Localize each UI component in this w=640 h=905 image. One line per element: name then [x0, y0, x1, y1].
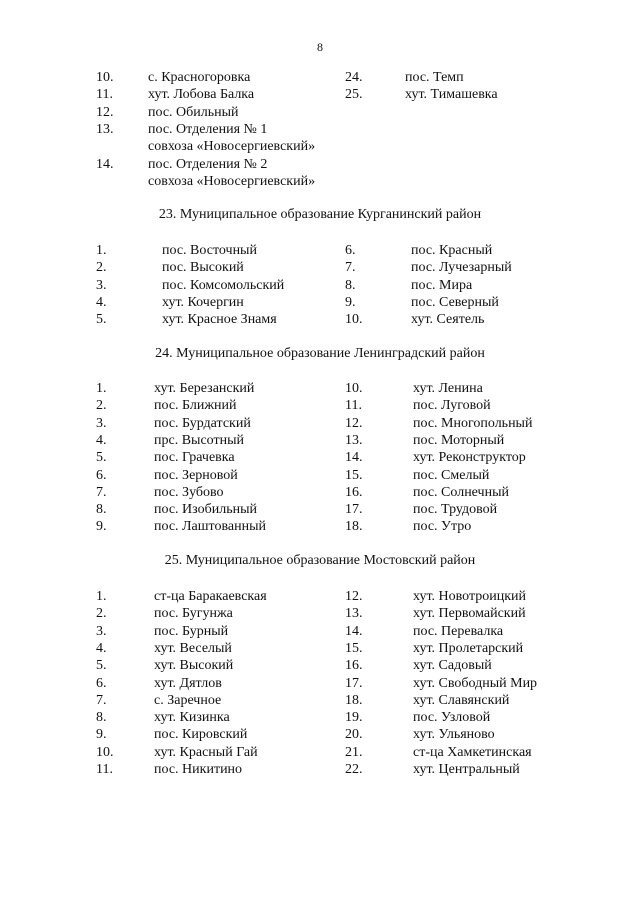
settlement-name: хут. Тимашевка: [405, 87, 498, 103]
item-number: 8.: [96, 502, 107, 518]
page-number: 8: [317, 40, 323, 54]
item-number: 22.: [345, 762, 363, 777]
settlement-name: пос. Изобильный: [154, 502, 257, 518]
item-number: 6.: [96, 467, 107, 483]
item-number: 18.: [345, 692, 363, 708]
settlement-name: с. Заречное: [154, 692, 222, 708]
item-number: 14.: [345, 450, 363, 466]
item-number: 19.: [345, 710, 363, 726]
item-number: 9.: [96, 519, 107, 535]
settlement-name: пос. Многопольный: [413, 415, 533, 431]
item-number: 3.: [96, 623, 107, 639]
settlement-name: хут. Садовый: [413, 658, 492, 674]
settlement-name: хут. Лобова Балка: [148, 87, 255, 103]
item-number: 7.: [96, 692, 107, 708]
settlement-name: хут. Дятлов: [154, 675, 222, 691]
item-number: 20.: [345, 727, 363, 743]
item-number: 9.: [96, 727, 107, 743]
settlement-name-continued: совхоза «Новосергиевский»: [148, 173, 316, 189]
item-number: 3.: [96, 415, 107, 431]
item-number: 15.: [345, 467, 363, 483]
item-number: 2.: [96, 398, 107, 414]
item-number: 18.: [345, 519, 363, 535]
settlement-name: хут. Веселый: [154, 640, 232, 656]
settlement-name: пос. Зубово: [154, 484, 224, 500]
item-number: 4.: [96, 640, 107, 656]
section-heading: 23. Муниципальное образование Курганинский район: [158, 207, 482, 222]
settlement-name: пос. Смелый: [413, 467, 490, 483]
item-number: 1.: [96, 589, 107, 604]
item-number: 25.: [345, 87, 363, 103]
settlement-name: пос. Отделения № 2: [148, 156, 268, 172]
item-number: 1.: [96, 381, 107, 396]
settlement-name: пос. Обильный: [148, 104, 239, 120]
settlement-name: хут. Сеятель: [411, 312, 485, 328]
settlement-name: пос. Моторный: [413, 432, 505, 448]
item-number: 10.: [345, 381, 363, 396]
settlement-name: пос. Узловой: [413, 710, 491, 726]
settlement-name: хут. Новотроицкий: [413, 589, 527, 604]
item-number: 24.: [345, 70, 363, 85]
settlement-name: хут. Высокий: [154, 658, 234, 674]
item-number: 10.: [96, 70, 114, 85]
item-number: 7.: [96, 484, 107, 500]
item-number: 5.: [96, 312, 107, 328]
item-number: 11.: [96, 762, 113, 777]
item-number: 10.: [345, 312, 363, 328]
item-number: 13.: [96, 121, 114, 137]
item-number: 10.: [96, 744, 114, 760]
settlement-name: ст-ца Баракаевская: [154, 589, 267, 604]
settlement-name: пос. Мира: [411, 277, 473, 293]
settlement-name: пос. Темп: [405, 70, 464, 85]
item-number: 17.: [345, 502, 363, 518]
settlement-name: хут. Красный Гай: [154, 744, 258, 760]
settlement-name: хут. Центральный: [413, 762, 520, 777]
item-number: 12.: [96, 104, 114, 120]
settlement-name: пос. Северный: [411, 294, 499, 310]
settlement-name: хут. Красное Знамя: [162, 312, 277, 328]
item-number: 16.: [345, 484, 363, 500]
item-number: 15.: [345, 640, 363, 656]
settlement-name: пос. Утро: [413, 519, 472, 535]
settlement-name: пос. Луговой: [413, 398, 491, 414]
settlement-name: с. Красногоровка: [148, 70, 251, 85]
settlement-name: пос. Бугунжа: [154, 606, 233, 622]
settlement-name: хут. Березанский: [154, 381, 255, 396]
item-number: 4.: [96, 432, 107, 448]
item-number: 8.: [345, 277, 356, 293]
settlement-name: хут. Кизинка: [154, 710, 230, 726]
settlement-name: хут. Пролетарский: [413, 640, 524, 656]
item-number: 16.: [345, 658, 363, 674]
item-number: 7.: [345, 260, 356, 276]
item-number: 5.: [96, 658, 107, 674]
settlement-name: пос. Перевалка: [413, 623, 504, 639]
settlement-name: пос. Кировский: [154, 727, 248, 743]
item-number: 5.: [96, 450, 107, 466]
item-number: 9.: [345, 294, 356, 310]
settlement-name: пос. Бурдатский: [154, 415, 251, 431]
settlement-name: пос. Бурный: [154, 623, 229, 639]
settlement-name: хут. Первомайский: [413, 606, 526, 622]
settlement-name: хут. Реконструктор: [413, 450, 526, 466]
item-number: 2.: [96, 260, 107, 276]
settlement-name: пос. Трудовой: [413, 502, 498, 518]
item-number: 4.: [96, 294, 107, 310]
settlement-name: хут. Славянский: [413, 692, 510, 708]
item-number: 8.: [96, 710, 107, 726]
section-heading: 25. Муниципальное образование Мостовский район: [164, 553, 476, 568]
settlement-name: пос. Никитино: [154, 762, 243, 777]
settlement-name: пос. Грачевка: [154, 450, 235, 466]
item-number: 14.: [345, 623, 363, 639]
item-number: 3.: [96, 277, 107, 293]
item-number: 13.: [345, 606, 363, 622]
settlement-name: пос. Отделения № 1: [148, 121, 268, 137]
item-number: 13.: [345, 432, 363, 448]
settlement-name: пос. Солнечный: [413, 484, 509, 500]
item-number: 6.: [345, 243, 356, 258]
item-number: 21.: [345, 744, 363, 760]
item-number: 1.: [96, 243, 107, 258]
settlement-name: пос. Зерновой: [154, 467, 238, 483]
item-number: 2.: [96, 606, 107, 622]
settlement-name: хут. Ленина: [413, 381, 483, 396]
settlement-name: пос. Лучезарный: [411, 260, 512, 276]
settlement-name: хут. Ульяново: [413, 727, 495, 743]
item-number: 11.: [96, 87, 113, 103]
item-number: 17.: [345, 675, 363, 691]
item-number: 14.: [96, 156, 114, 172]
section-heading: 24. Муниципальное образование Ленинградский район: [155, 346, 485, 361]
settlement-name: прс. Высотный: [154, 432, 244, 448]
settlement-name: хут. Свободный Мир: [413, 675, 538, 691]
settlement-name: пос. Ближний: [154, 398, 237, 414]
settlement-name: пос. Восточный: [162, 243, 257, 258]
settlement-name: ст-ца Хамкетинская: [413, 744, 532, 760]
item-number: 6.: [96, 675, 107, 691]
item-number: 12.: [345, 589, 363, 604]
settlement-name: пос. Красный: [411, 243, 493, 258]
settlement-name: пос. Лаштованный: [154, 519, 266, 535]
item-number: 11.: [345, 398, 362, 414]
item-number: 12.: [345, 415, 363, 431]
settlement-name: пос. Комсомольский: [162, 277, 285, 293]
settlement-name-continued: совхоза «Новосергиевский»: [148, 138, 316, 154]
settlement-name: хут. Кочергин: [162, 294, 244, 310]
settlement-name: пос. Высокий: [162, 260, 244, 276]
